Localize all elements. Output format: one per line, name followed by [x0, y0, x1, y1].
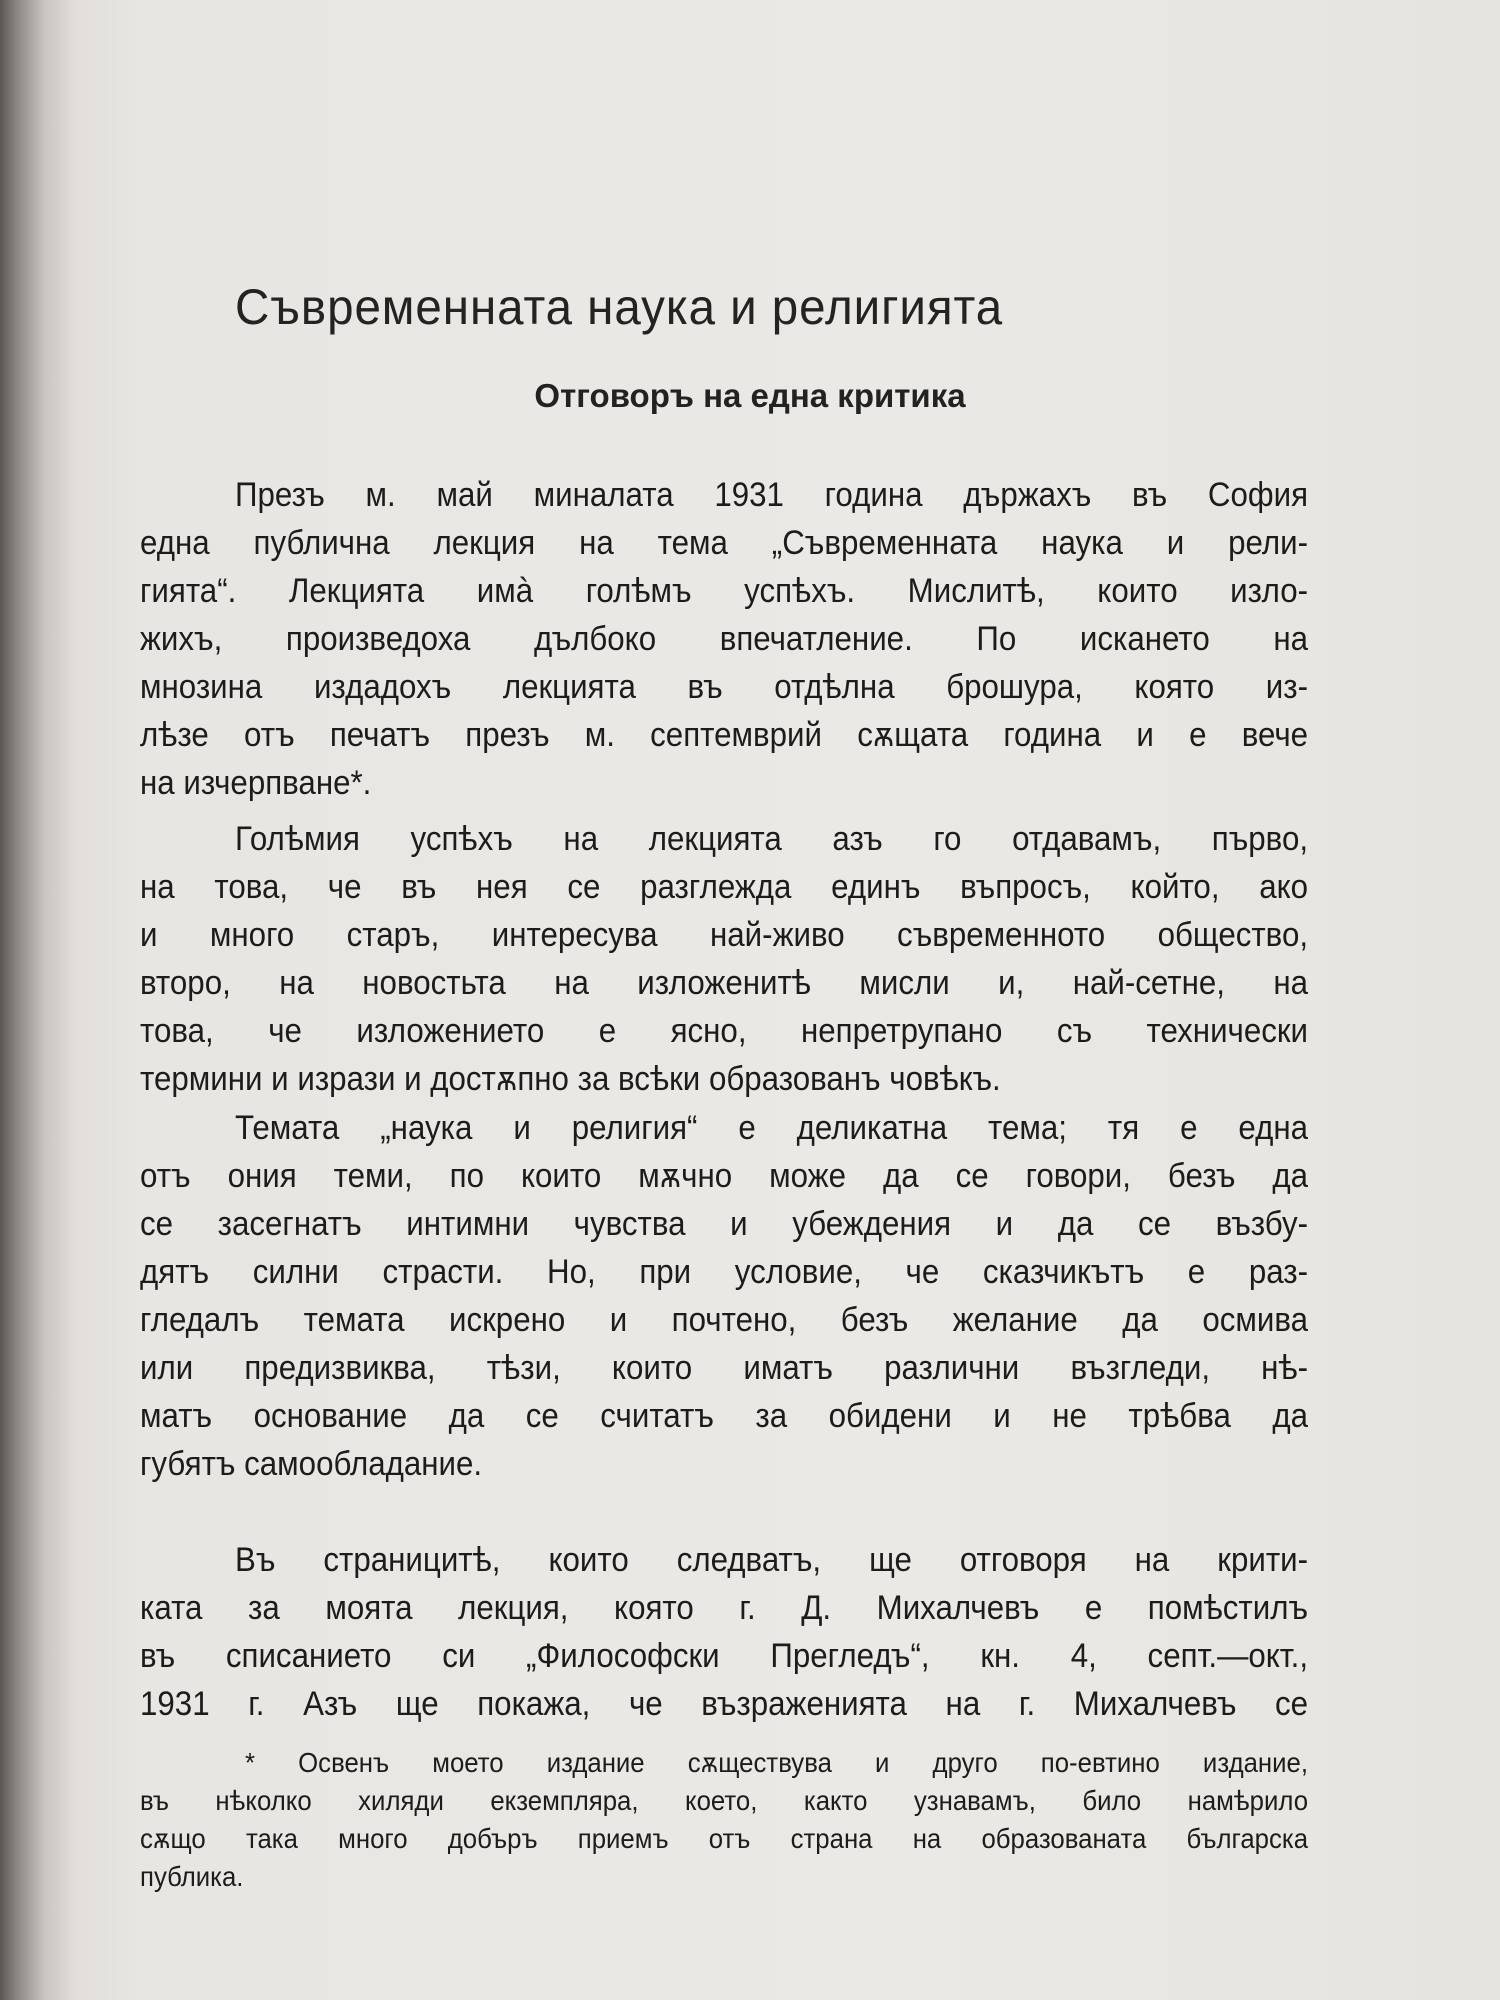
text-line-content: на изчерпване*. [140, 764, 372, 802]
text-line-content: една публична лекция на тема „Съвременната наука и рели- [140, 524, 1309, 562]
text-line [140, 911, 1308, 959]
text-line-content: Темата „наука и религия“ е деликатна тема; тя е една [235, 1109, 1309, 1147]
footnote [140, 1744, 1308, 1896]
text-line-content: на това, че въ нея се разглежда единъ въпросъ, който, ако [140, 868, 1309, 906]
text-line [140, 1820, 1308, 1858]
text-line-content: мнозина издадохъ лекцията въ отдѣлна брошура, която из- [140, 668, 1309, 706]
text-line-content: дятъ силни страсти. Но, при условие, че сказчикътъ е раз- [140, 1253, 1309, 1291]
text-line-content: Презъ м. май миналата 1931 година държахъ въ София [235, 476, 1309, 514]
text-line-content: това, че изложението е ясно, непретрупано съ технически [140, 1012, 1309, 1050]
text-line [140, 759, 1308, 807]
paragraph-3 [140, 1104, 1308, 1488]
text-line [140, 1344, 1308, 1392]
text-line [140, 567, 1308, 615]
text-line-content: въ списанието си „Философски Прегледъ“, кн. 4, септ.—окт., [140, 1637, 1309, 1675]
text-line-content: гията“. Лекцията имà голѣмъ успѣхъ. Мислитѣ, които изло- [140, 572, 1309, 610]
text-line-content: ката за моята лекция, която г. Д. Михалчевъ е помѣстилъ [140, 1589, 1309, 1627]
text-line-content: публика. [140, 1861, 244, 1892]
text-line [140, 519, 1308, 567]
text-line-content: второ, на новостьта на изложенитѣ мисли и, най-сетне, на [140, 964, 1309, 1002]
text-line [140, 711, 1308, 759]
text-line [140, 1296, 1308, 1344]
text-line [140, 1680, 1308, 1728]
text-line-content: или предизвиква, тѣзи, които иматъ различни възгледи, нѣ- [140, 1349, 1309, 1387]
text-line [140, 1152, 1308, 1200]
text-line-content: Въ страницитѣ, които следватъ, ще отговоря на крити- [235, 1541, 1309, 1579]
text-line [140, 1200, 1308, 1248]
text-line [140, 1536, 1308, 1584]
text-line-content: и много старъ, интересува най-живо съвременното общество, [140, 916, 1309, 954]
text-line-content: гледалъ темата искрено и почтено, безъ желание да осмива [140, 1301, 1309, 1339]
text-line-content: сѫщо така много добъръ приемъ отъ страна на образованата българска [140, 1823, 1309, 1854]
text-line [140, 1632, 1308, 1680]
text-line [140, 663, 1308, 711]
page-subtitle: Отговоръ на една критика [534, 377, 966, 414]
text-line [140, 1744, 1308, 1782]
text-line-content: * Освенъ моето издание сѫществува и друго по-евтино издание, [245, 1747, 1309, 1778]
text-line [140, 1392, 1308, 1440]
text-line [140, 1584, 1308, 1632]
text-line [140, 1055, 1308, 1103]
text-line-content: се засегнатъ интимни чувства и убеждения и да се възбу- [140, 1205, 1309, 1243]
text-line-content: губятъ самообладание. [140, 1445, 483, 1483]
text-line-content: 1931 г. Азъ ще покажа, че възраженията на г. Михалчевъ се [140, 1685, 1309, 1723]
text-line [140, 1104, 1308, 1152]
text-line-content: лѣзе отъ печатъ презъ м. септемврий сѫщата година и е вече [140, 716, 1309, 754]
text-line [140, 1782, 1308, 1820]
text-line [140, 959, 1308, 1007]
paragraph-2 [140, 815, 1308, 1103]
text-line [140, 815, 1308, 863]
text-line [140, 1248, 1308, 1296]
text-line [140, 1858, 1308, 1896]
paragraph-1 [140, 471, 1308, 807]
text-line-content: отъ ония теми, по които мѫчно може да се говори, безъ да [140, 1157, 1309, 1195]
text-line-content: термини и изрази и достѫпно за всѣки образованъ човѣкъ. [140, 1060, 1001, 1098]
paragraph-4 [140, 1536, 1308, 1728]
text-line [140, 863, 1308, 911]
text-line [140, 471, 1308, 519]
text-line-content: Голѣмия успѣхъ на лекцията азъ го отдавамъ, първо, [235, 820, 1309, 858]
text-line [140, 1440, 1308, 1488]
text-line-content: матъ основание да се считатъ за обидени и не трѣбва да [140, 1397, 1309, 1435]
page-title: Съвременната наука и религията [235, 279, 1004, 335]
text-line-content: жихъ, произведоха дълбоко впечатление. По искането на [140, 620, 1309, 658]
text-line-content: въ нѣколко хиляди екземпляра, което, както узнавамъ, било намѣрило [140, 1785, 1309, 1816]
text-line [140, 1007, 1308, 1055]
text-line [140, 615, 1308, 663]
